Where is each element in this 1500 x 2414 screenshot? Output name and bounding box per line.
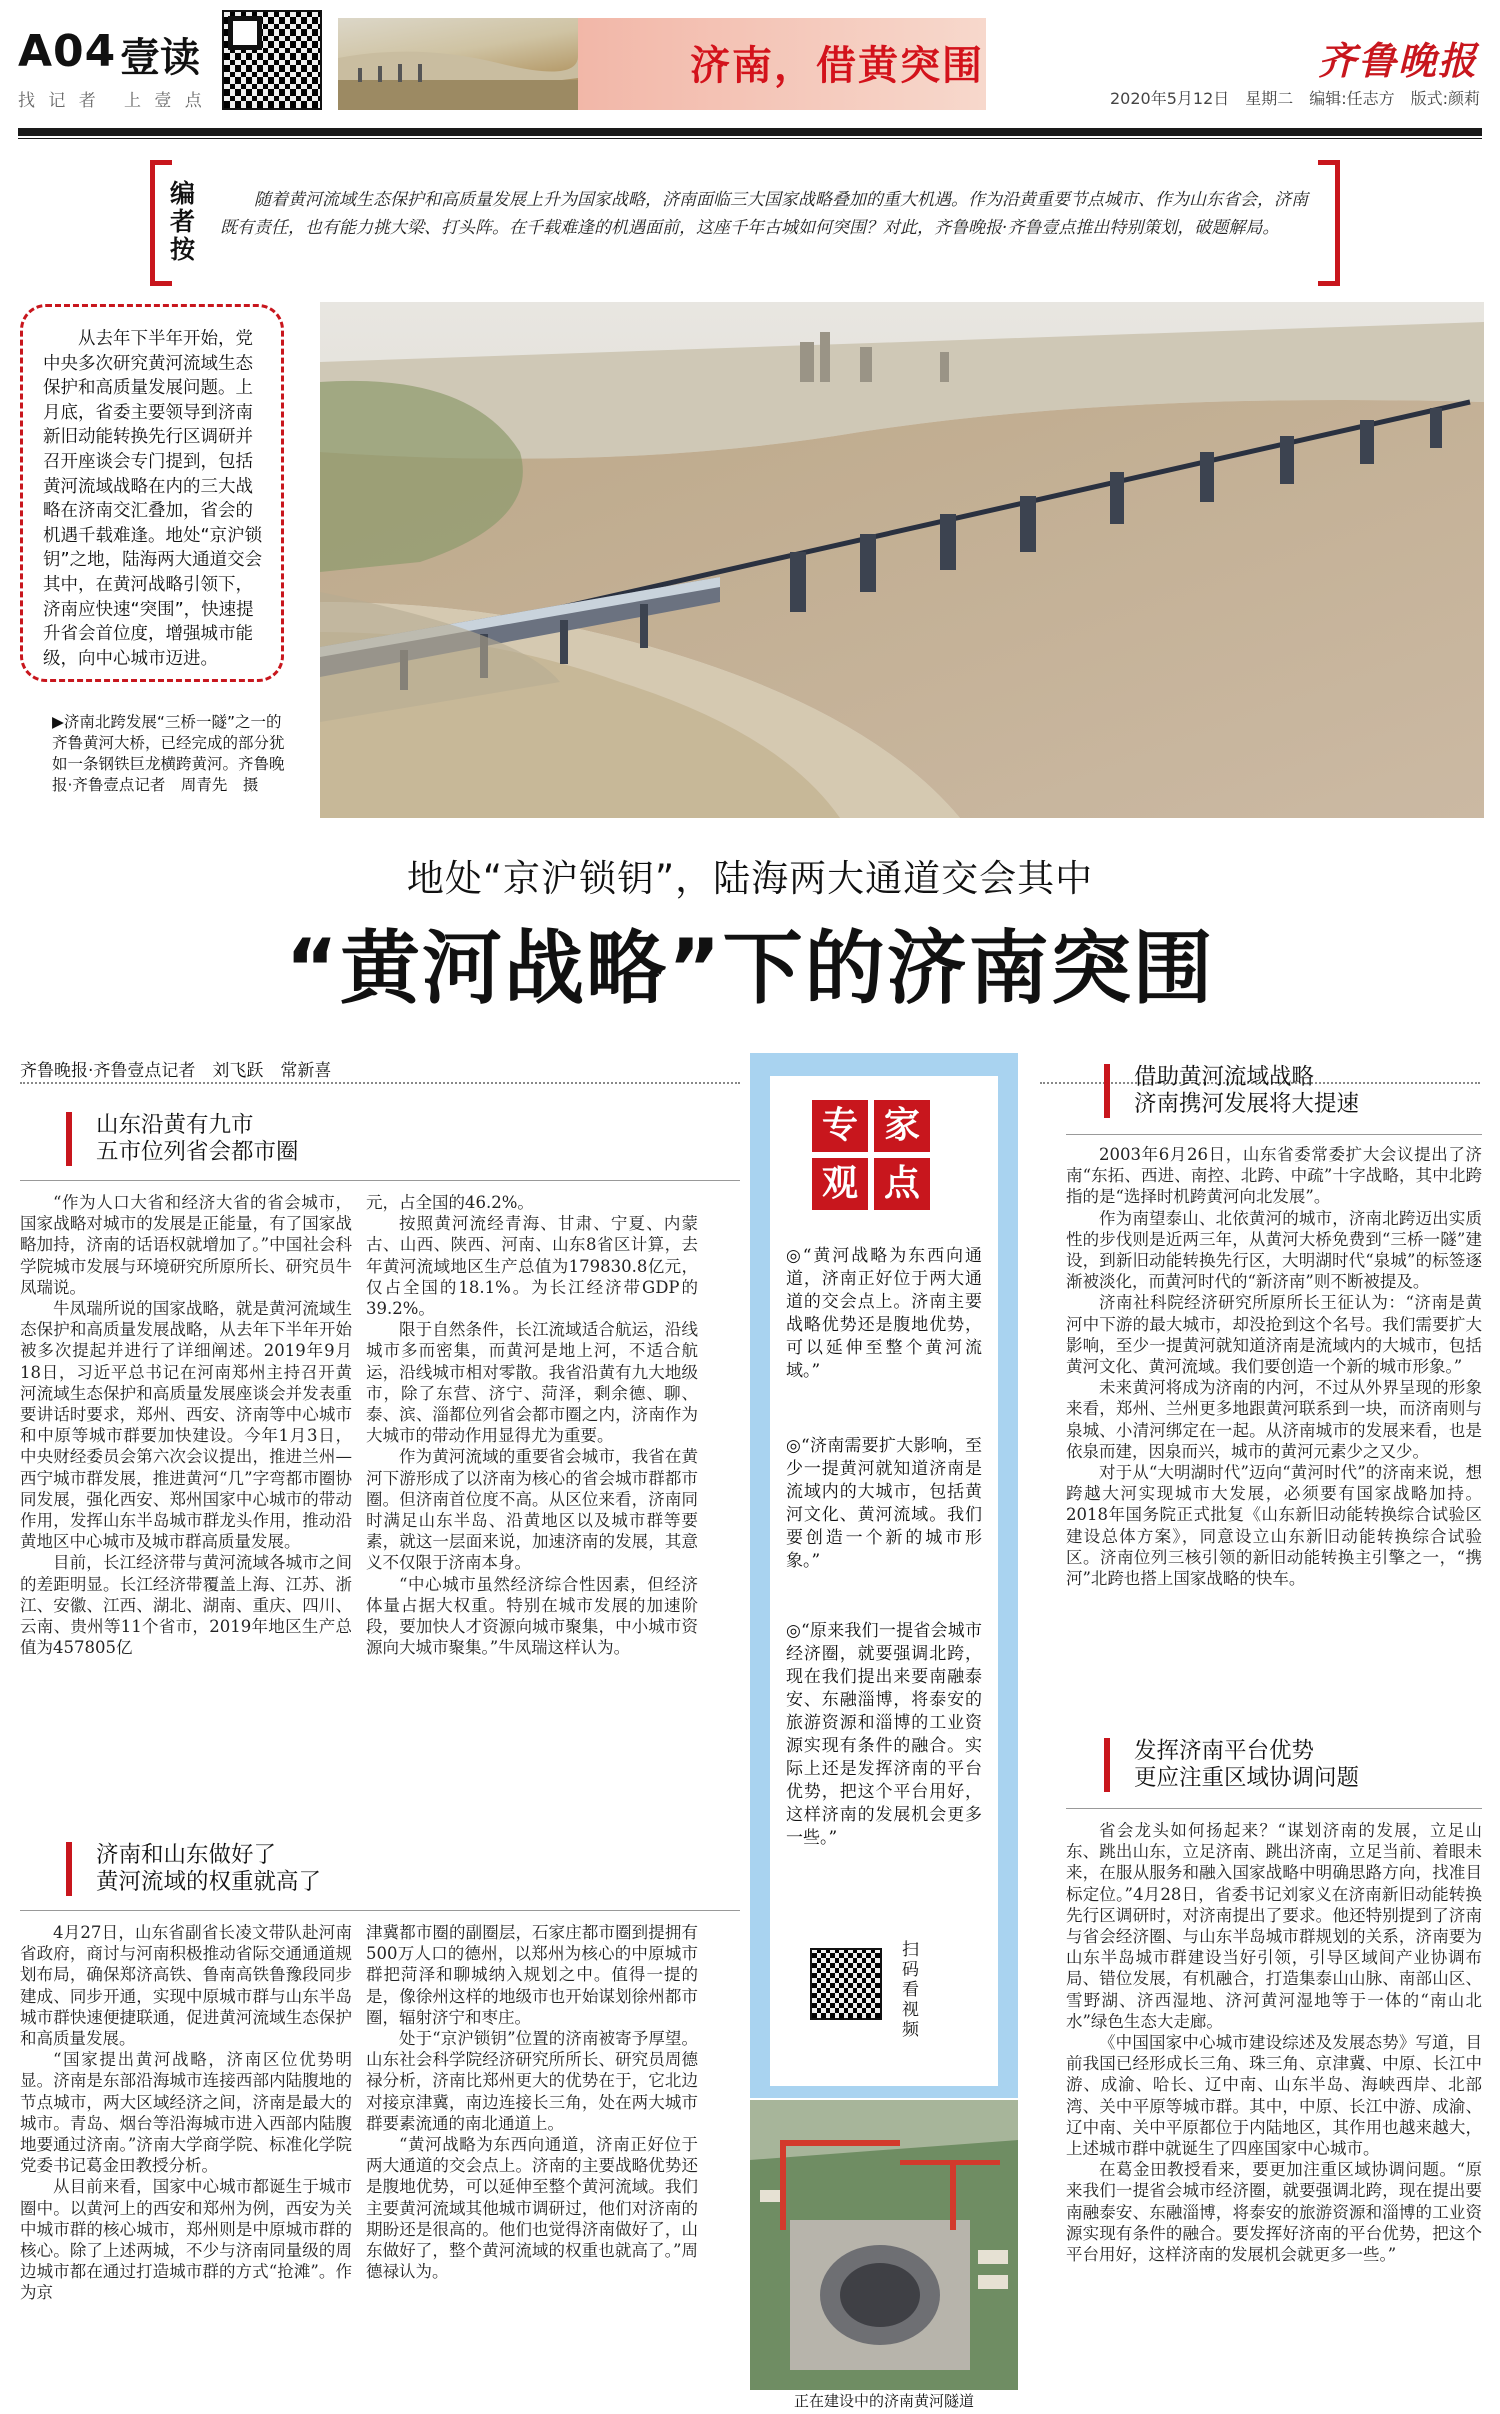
- sec4-heading-line1: 发挥济南平台优势: [1134, 1738, 1315, 1764]
- banner-river-image: [338, 18, 578, 110]
- sec4-heading: [1134, 1738, 1359, 1792]
- sec4-heading-line2: 更应注重区域协调问题: [1134, 1765, 1360, 1791]
- sec4-column: [1066, 1820, 1482, 2265]
- editor-note-text: 随着黄河流域生态保护和高质量发展上升为国家战略，济南面临三大国家战略叠加的重大机遇。作为沿黄重要节点城市、作为山东省会，济南既有责任，也有能力挑大梁、打头阵。在千载难逢的机遇面前，这座千年古城如何突围？对此，齐鲁晚报·齐鲁壹点推出特别策划，破题解局。: [220, 190, 1308, 238]
- paragraph: 在葛金田教授看来，要更加注重区域协调问题。“原来我们一提省会城市经济圈，就要强调北跨，现在提出要南融泰安、东融淄博，将泰安的旅游资源和淄博的工业资源实现有条件的融合。要发挥好济南的平台优势，把这个平台用好，这样济南的发展机会就更多一些。”: [1066, 2160, 1482, 2265]
- expert-panel-inner: [770, 1076, 998, 2086]
- paragraph: 对于从“大明湖时代”迈向“黄河时代”的济南来说，想跨越大河实现城市大发展，必须要有国家战略加持。2018年国务院正式批复《山东新旧动能转换综合试验区建设总体方案》，同意设立山东新旧动能转换综合试验区。济南位列三核引领的新旧动能转换主引擎之一，“携河”北跨也搭上国家战略的快车。: [1066, 1463, 1482, 1589]
- badge-char: 家: [874, 1100, 930, 1152]
- paragraph: 作为黄河流域的重要省会城市，我省在黄河下游形成了以济南为核心的省会城市群都市圈。但济南首位度不高。从区位来看，济南同时满足山东半岛、沿黄地区以及城市群等要素，就这一层面来说，加速济南的发展，其意义不仅限于济南本身。: [366, 1447, 698, 1573]
- article-subtitle: 地处“京沪锁钥”，陆海两大通道交会其中: [406, 857, 1094, 900]
- scan-video-label: 扫码看视频: [902, 1940, 919, 2040]
- video-qr-code[interactable]: [810, 1948, 882, 2020]
- banner-photo: [338, 18, 578, 110]
- sec1-column-a: [20, 1192, 352, 1658]
- header-tag-qilu-app: 上 壹 点: [124, 91, 206, 111]
- article-title: “黄河战略”下的济南突围: [285, 922, 1215, 1015]
- header-rule-thin: [18, 138, 1482, 139]
- sec2-rule: [20, 1910, 740, 1911]
- banner-title: 济南，借黄突围: [690, 43, 984, 89]
- header-rule: [18, 128, 1482, 136]
- expert-quote-1: ◎“黄河战略为东西向通道，济南正好位于两大通道的交会点上。济南主要战略优势还是腹地优势，可以延伸至整个黄河流域。”: [786, 1246, 982, 1381]
- sec1-heading-line2: 五市位列省会都市圈: [96, 1139, 299, 1165]
- lead-box: [20, 304, 284, 682]
- sec2-column-b: [366, 1922, 698, 2282]
- page-number: A04: [18, 26, 117, 77]
- divider-left: [20, 1082, 740, 1084]
- bridge-photo: [320, 302, 1484, 818]
- paragraph: 未来黄河将成为济南的内河，不过从外界呈现的形象来看，郑州、兰州更多地跟黄河联系到一块，而济南则与泉城、小清河绑定在一起。从济南城市的发展来看，也是依泉而建，因泉而兴，城市的黄河元素少之又少。: [1066, 1378, 1482, 1461]
- paragraph: “黄河战略为东西向通道，济南正好位于两大通道的交会点上。济南的主要战略优势还是腹地优势，可以延伸至整个黄河流域。我们主要黄河流域其他城市调研过，他们对济南的期盼还是很高的。他们也觉得济南做好了，山东做好了，整个黄河流域的权重也就高了。”周德禄认为。: [366, 2135, 698, 2282]
- sec3-heading-line2: 济南携河发展将大提速: [1134, 1091, 1360, 1117]
- paragraph: “国家提出黄河战略，济南区位优势明显。济南是东部沿海城市连接西部内陆腹地的节点城市，两大区域经济之间，济南是最大的城市。青岛、烟台等沿海城市进入西部内陆腹地要通过济南。”济南大学商学院、标准化学院党委书记葛金田教授分析。: [20, 2050, 352, 2176]
- issue-meta: 2020年5月12日 星期二 编辑:任志方 版式:颜莉: [1110, 89, 1481, 108]
- bracket-left: [150, 160, 172, 286]
- badge-char: 专: [812, 1100, 868, 1152]
- photo-caption: ▶济南北跨发展“三桥一隧”之一的齐鲁黄河大桥，已经完成的部分犹如一条钢铁巨龙横跨黄河。齐鲁晚报·齐鲁壹点记者 周青先 摄: [52, 713, 285, 794]
- paragraph: 《中国国家中心城市建设综述及发展态势》写道，目前我国已经形成长三角、珠三角、京津冀、中原、长江中游、成渝、哈长、辽中南、山东半岛、海峡西岸、北部湾、关中平原等城市群。其中，中原、长江中游、成渝、辽中南、关中平原都位于内陆地区，其作用也越来越大，上述城市群中就诞生了四座国家中心城市。: [1066, 2033, 1482, 2159]
- tunnel-construction-image: [750, 2100, 1018, 2390]
- tunnel-photo: [750, 2100, 1018, 2390]
- paragraph: 牛凤瑞所说的国家战略，就是黄河流域生态保护和高质量发展战略，从去年下半年开始被多次提起并进行了详细阐述。2019年9月18日，习近平总书记在河南郑州主持召开黄河流域生态保护和高质量发展座谈会并发表重要讲话时要求，郑州、西安、济南等中心城市和中原等城市群要加快建设。今年1月3日，中央财经委员会第六次会议提出，推进兰州—西宁城市群发展，推进黄河“几”字弯都市圈协同发展，强化西安、郑州国家中心城市的带动作用，发挥山东半岛城市群龙头作用，推动沿黄地区中心城市及城市群高质量发展。: [20, 1299, 352, 1552]
- sec3-rule: [1066, 1134, 1482, 1135]
- tunnel-photo-caption: 正在建设中的济南黄河隧道: [793, 2392, 974, 2410]
- expert-quote-2: ◎“济南需要扩大影响，至少一提黄河就知道济南是流域内的大城市，包括黄河文化、黄河流域。我们要创造一个新的城市形象。”: [786, 1436, 982, 1571]
- paragraph: 2003年6月26日，山东省委常委扩大会议提出了济南“东拓、西进、南控、北跨、中疏”十字战略，其中北跨指的是“选择时机跨黄河向北发展”。: [1066, 1145, 1482, 1207]
- header-qr-code[interactable]: [222, 10, 322, 110]
- newspaper-logo: 齐鲁晚报: [1318, 38, 1479, 83]
- sec3-heading-line1: 借助黄河流域战略: [1134, 1064, 1315, 1090]
- paragraph: 目前，长江经济带与黄河流域各城市之间的差距明显。长江经济带覆盖上海、江苏、浙江、安徽、江西、湖北、湖南、重庆、四川、云南、贵州等11个省市，2019年地区生产总值为457805亿: [20, 1553, 352, 1658]
- sec4-rule: [1066, 1808, 1482, 1809]
- heading-marker: [1104, 1064, 1110, 1118]
- badge-char: 观: [812, 1158, 868, 1210]
- sec3-column: [1066, 1144, 1482, 1589]
- badge-char: 点: [874, 1158, 930, 1210]
- paragraph: 元，占全国的46.2%。: [366, 1193, 534, 1212]
- header-tag-find-reporter: 找 记 者: [18, 91, 100, 111]
- heading-marker: [66, 1842, 72, 1896]
- expert-quote-3: ◎“原来我们一提省会城市经济圈，就要强调北跨，现在我们提出来要南融泰安、东融淄博，将泰安的旅游资源和淄博的工业资源实现有条件的融合。实际上还是发挥济南的平台优势，把这个平台用好，这样济南的发展机会更多一些。”: [786, 1621, 982, 1848]
- paragraph: 省会龙头如何扬起来？“谋划济南的发展，立足山东、跳出山东，立足济南、跳出济南，立足当前、着眼未来，在服从服务和融入国家战略中明确思路方向，找准目标定位。”4月28日，省委书记刘家义在济南新旧动能转换先行区调研时，对济南提出了要求。他还特别提到了济南与省会经济圈、与山东半岛城市群规划的关系，济南要为山东半岛城市群建设当好引领，引导区域间产业协调布局、错位发展，有机融合，打造集泰山山脉、南部山区、雪野湖、济西湿地、济河黄河湿地等于一体的“南山北水”绿色生态大走廊。: [1066, 1821, 1482, 2031]
- editor-note-label: 编者按: [170, 179, 196, 264]
- sec3-heading: [1134, 1064, 1359, 1118]
- sec1-rule: [20, 1180, 740, 1181]
- heading-marker: [66, 1112, 72, 1166]
- bracket-right: [1318, 160, 1340, 286]
- paragraph: 作为南望泰山、北依黄河的城市，济南北跨迈出实质性的步伐则是近两三年，从黄河大桥免费到“三桥一隧”建设，到新旧动能转换先行区，大明湖时代“泉城”的标签逐渐被淡化，而黄河时代的“新济南”则不断被提及。: [1066, 1208, 1482, 1292]
- paragraph: 处于“京沪锁钥”位置的济南被寄予厚望。山东社会科学院经济研究所所长、研究员周德禄分析，济南比郑州更大的优势在于，它北边对接京津冀，南边连接长三角，处在两大城市群要素流通的南北通道上。: [366, 2029, 698, 2133]
- sec2-heading-line1: 济南和山东做好了: [96, 1842, 277, 1868]
- paragraph: 限于自然条件，长江流域适合航运，沿线城市多而密集，而黄河是地上河，不适合航运，沿线城市相对零散。我省沿黄有九大地级市，除了东营、济宁、菏泽，剩余德、聊、泰、滨、淄都位列省会都市圈之内，济南作为大城市的带动作用显得尤为重要。: [366, 1320, 698, 1446]
- lead-text: 从去年下半年开始，党中央多次研究黄河流域生态保护和高质量发展问题。上月底，省委主要领导到济南新旧动能转换先行区调研并召开座谈会专门提到，包括黄河流域战略在内的三大战略在济南交汇叠加，省会的机遇千载难逢。地处“京沪锁钥”之地，陆海两大通道交会其中，在黄河战略引领下，济南应快速“突围”，快速提升省会首位度，增强城市能级，向中心城市迈进。: [43, 329, 263, 669]
- yellow-river-bridge-image: [320, 302, 1484, 818]
- heading-marker: [1104, 1738, 1110, 1792]
- sec1-heading: [96, 1112, 299, 1166]
- sec2-heading: [96, 1842, 321, 1896]
- paragraph: “中心城市虽然经济综合性因素，但经济体量占据大权重。特别在城市发展的加速阶段，要加快人才资源向城市聚集，中小城市资源向大城市聚集。”牛凤瑞这样认为。: [366, 1574, 698, 1658]
- paragraph: “作为人口大省和经济大省的省会城市，国家战略对城市的发展是正能量，有了国家战略加持，济南的话语权就增加了。”中国社会科学院城市发展与环境研究所原所长、研究员牛凤瑞说。: [20, 1193, 352, 1297]
- paragraph: 津冀都市圈的副圈层，石家庄都市圈到提拥有500万人口的德州，以郑州为核心的中原城市群把菏泽和聊城纳入规划之中。值得一提的是，像徐州这样的地级市也开始谋划徐州都市圈，辐射济宁和枣庄。: [366, 1923, 698, 2027]
- paragraph: 按照黄河流经青海、甘肃、宁夏、内蒙古、山西、陕西、河南、山东8省区计算，去年黄河流域地区生产总值为179830.8亿元，仅占全国的18.1%。为长江经济带GDP的39.2%。: [366, 1214, 698, 1319]
- sec1-column-b: [366, 1192, 698, 1658]
- sec1-heading-line1: 山东沿黄有九市: [96, 1112, 254, 1138]
- byline: 齐鲁晚报·齐鲁壹点记者 刘飞跃 常新喜: [20, 1061, 332, 1081]
- paragraph: 4月27日，山东省副省长凌文带队赴河南省政府，商讨与河南积极推动省际交通通道规划布局，确保郑济高铁、鲁南高铁鲁豫段同步建成、同步开通，实现中原城市群与山东半岛城市群快速便捷联通，促进黄河流域生态保护和高质量发展。: [20, 1923, 352, 2049]
- paragraph: 从目前来看，国家中心城市都诞生于城市圈中。以黄河上的西安和郑州为例，西安为关中城市群的核心城市，郑州则是中原城市群的核心。除了上述两城，不少与济南同量级的周边城市都在通过打造城市群的方式“抢滩”。作为京: [20, 2177, 352, 2303]
- sec2-heading-line2: 黄河流域的权重就高了: [96, 1869, 322, 1895]
- sec2-column-a: [20, 1922, 352, 2304]
- paragraph: 济南社科院经济研究所原所长王征认为：“济南是黄河中下游的最大城市，却没抢到这个名号。我们需要扩大影响，至少一提黄河就知道济南是流域内的大城市，包括黄河文化、黄河流域。我们要创造一个新的城市形象。”: [1066, 1293, 1482, 1377]
- section-name: 壹读: [120, 35, 200, 81]
- expert-badge: [812, 1100, 932, 1210]
